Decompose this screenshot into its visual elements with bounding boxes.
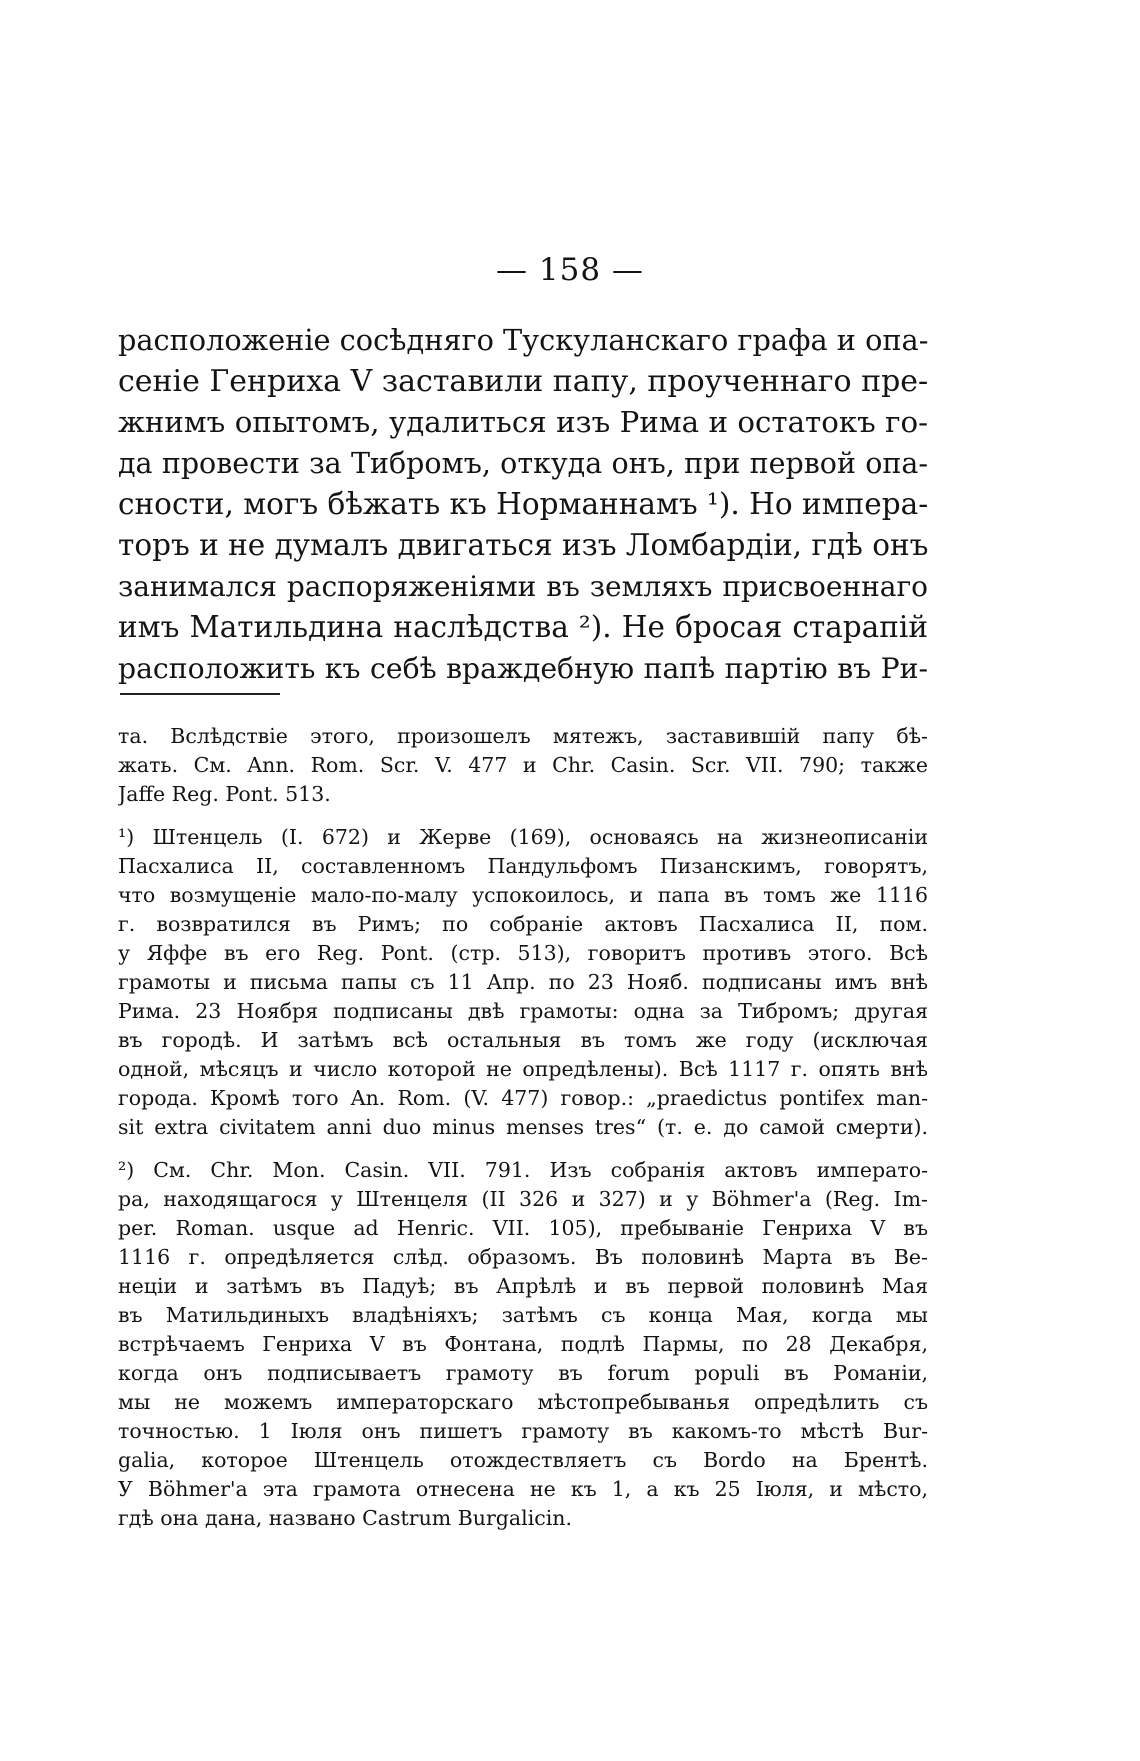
footnote-line: Рима. 23 Ноября подписаны двѣ грамоты: одна за Тибромъ; другая <box>118 999 928 1023</box>
footnotes <box>118 722 928 1533</box>
footnote-line: мы не можемъ императорскаго мѣстопребыванья опредѣлить съ <box>118 1390 928 1414</box>
footnote-line: У Böhmer'a эта грамота отнесена не къ 1, а къ 25 Іюля, и мѣсто, <box>118 1477 928 1501</box>
footnote-line: sit extra civitatem anni duo minus menses tres“ (т. е. до самой смерти). <box>118 1115 928 1139</box>
footnote-line: Jaffe Reg. Pont. 513. <box>118 782 331 806</box>
main-text <box>118 320 928 689</box>
main-text-line: занимался распоряженіями въ земляхъ присвоеннаго <box>118 570 928 603</box>
footnote-line: въ городѣ. И затѣмъ всѣ остальныя въ томъ же году (исключая <box>118 1028 928 1052</box>
footnote-line: точностью. 1 Іюля онъ пишетъ грамоту въ какомъ-то мѣстѣ Bur- <box>118 1419 928 1443</box>
footnote-line: Пасхалиса II, составленномъ Пандульфомъ Пизанскимъ, говорятъ, <box>118 854 928 878</box>
footnote-line: встрѣчаемъ Генриха V въ Фонтана, подлѣ Пармы, по 28 Декабря, <box>118 1332 928 1356</box>
main-text-line: имъ Матильдина наслѣдства ²). Не бросая старапій <box>118 610 928 644</box>
footnote-line: въ Матильдиныхъ владѣніяхъ; затѣмъ съ конца Мая, когда мы <box>118 1303 928 1327</box>
footnote-line: г. возвратился въ Римъ; по собраніе актовъ Пасхалиса II, пом. <box>118 912 928 936</box>
footnote-line: та. Вслѣдствіе этого, произошелъ мятежъ, заставившій папу бѣ- <box>118 724 928 748</box>
main-text-line: да провести за Тибромъ, откуда онъ, при первой опа- <box>118 447 928 480</box>
footnote-line: у Яффе въ его Reg. Pont. (стр. 513), говоритъ противъ этого. Всѣ <box>118 941 928 965</box>
footnote-1 <box>118 823 928 1142</box>
footnote-line: неціи и затѣмъ въ Падуѣ; въ Апрѣлѣ и въ первой половинѣ Мая <box>118 1274 928 1298</box>
main-text-line: расположеніе сосѣдняго Тускуланскаго графа и опа- <box>118 323 928 357</box>
footnote-line: galia, которое Штенцель отождествляетъ съ Bordo на Брентѣ. <box>118 1448 928 1472</box>
footnote-2 <box>118 1156 928 1533</box>
main-text-line: торъ и не думалъ двигаться изъ Ломбардіи, гдѣ онъ <box>118 528 928 562</box>
page-number: — 158 — <box>496 252 644 288</box>
footnote-line: ²) См. Chr. Mon. Casin. VII. 791. Изъ собранія актовъ императо- <box>118 1158 928 1182</box>
footnote-line: одной, мѣсяцъ и число которой не опредѣлены). Всѣ 1117 г. опять внѣ <box>118 1057 928 1081</box>
footnote-line: ¹) Штенцель (I. 672) и Жерве (169), основаясь на жизнеописаніи <box>118 825 928 849</box>
footnote-separator <box>120 693 280 695</box>
main-text-line: сеніе Генриха V заставили папу, проученнаго пре- <box>118 364 928 399</box>
main-text-line: расположить къ себѣ враждебную папѣ партію въ Ри- <box>118 652 928 685</box>
footnote-line: гдѣ она дана, названо Castrum Burgalicin. <box>118 1506 573 1530</box>
footnote-line: когда онъ подписываетъ грамоту въ forum populi въ Романіи, <box>118 1361 928 1385</box>
footnote-line: жать. См. Ann. Rom. Scr. V. 477 и Chr. Casin. Scr. VII. 790; также <box>118 753 928 777</box>
main-text-line: сности, могъ бѣжать къ Норманнамъ ¹). Но импера- <box>118 487 928 521</box>
footnote-line: города. Кромѣ того An. Rom. (V. 477) говор.: „praedictus pontifex man- <box>118 1086 928 1110</box>
footnote-line: что возмущеніе мало-по-малу успокоилось, и папа въ томъ же 1116 <box>118 883 928 907</box>
main-text-line: жнимъ опытомъ, удалиться изъ Рима и остатокъ го- <box>118 405 928 439</box>
footnote-line: грамоты и письма папы съ 11 Апр. по 23 Нояб. подписаны имъ внѣ <box>118 970 928 994</box>
footnote-line: per. Roman. usque ad Henric. VII. 105), пребываніе Генриха V въ <box>118 1216 928 1240</box>
footnote-line: 1116 г. опредѣляется слѣд. образомъ. Въ половинѣ Марта въ Ве- <box>118 1245 928 1269</box>
footnote-continuation <box>118 722 928 809</box>
footnote-line: ра, находящагося у Штенцеля (II 326 и 327) и у Böhmer'a (Reg. Im- <box>118 1187 928 1211</box>
